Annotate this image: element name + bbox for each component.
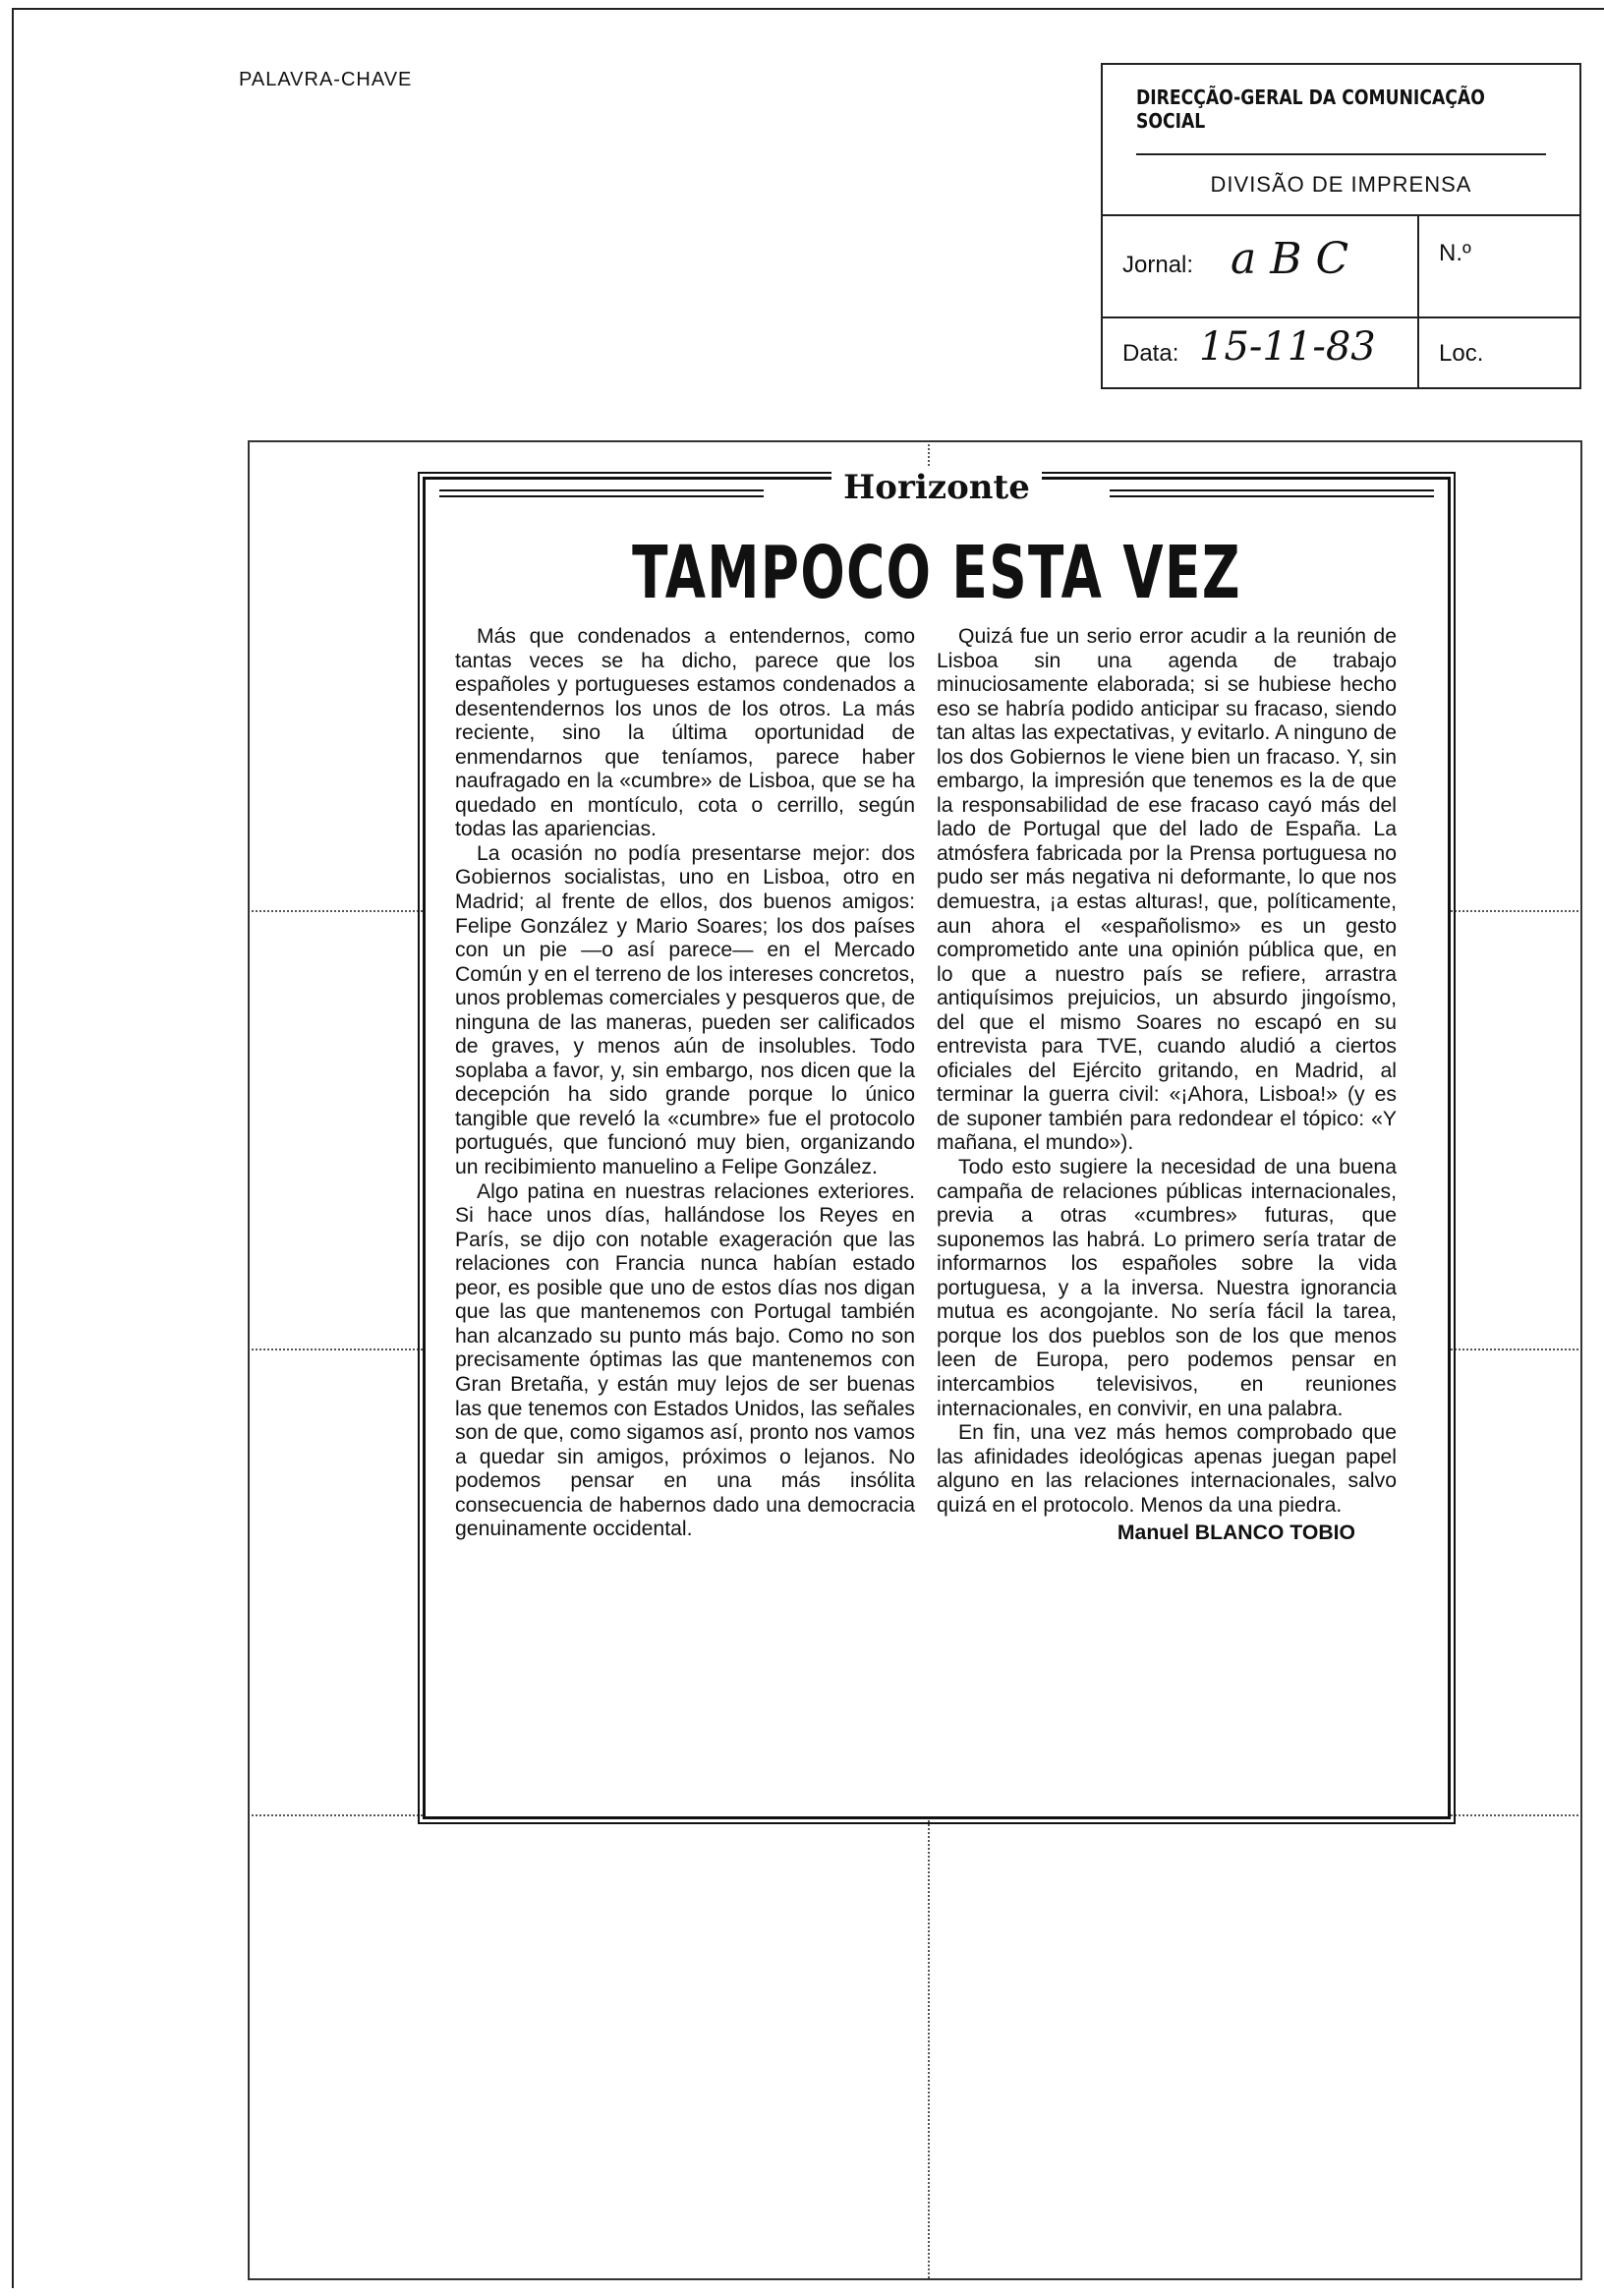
jornal-value: a B C xyxy=(1231,234,1349,284)
section-title: Horizonte xyxy=(426,468,1448,507)
paragraph: En fin, una vez más hemos comprobado que las afinidades ideológicas apenas juegan papel alguno en las relaciones internacionales, salvo quizá en el protocolo. Menos da una piedra. xyxy=(937,1421,1397,1517)
press-office-stamp xyxy=(1101,63,1581,389)
stamp-jornal-row xyxy=(1103,216,1579,318)
article-column-left xyxy=(455,625,915,1542)
date-label: Data: xyxy=(1122,340,1179,367)
stamp-division: DIVISÃO DE IMPRENSA xyxy=(1103,155,1579,216)
jornal-label: Jornal: xyxy=(1122,252,1194,278)
numero-label: N.º xyxy=(1439,240,1471,266)
paragraph: Todo esto sugiere la necesidad de una buena campaña de relaciones públicas internacionales, previa a otras «cumbres» futuras, que suponemos las habrá. Lo primero sería tratar de informarnos los españoles sobre la vida portuguesa, y a la inversa. Nuestra ignorancia mutua es acongojante. No sería fácil la tarea, porque los dos pueblos son de los que menos leen de Europa, pero podemos pensar en intercambios televisivos, en reuniones internacionales, en convivir, en una palabra. xyxy=(937,1156,1397,1420)
article-column-right xyxy=(937,625,1397,1546)
paragraph: La ocasión no podía presentarse mejor: dos Gobiernos socialistas, uno en Lisboa, otro en Madrid; al frente de ellos, dos buenos amigos: Felipe González y Mario Soares; los dos países con un pie —o así parece— en el Mercado Común y en el terreno de los intereses concretos, unos problemas comerciales y pesqueros que, de ninguna de las maneras, pueden ser calificados de graves, y menos aún de insolubles. Todo soplaba a favor, y, sin embargo, nos dicen que la decepción ha sido grande porque lo único tangible que reveló la «cumbre» fue el protocolo portugués, que funcionó muy bien, organizando un recibimiento manuelino a Felipe González. xyxy=(455,841,915,1179)
date-value: 15-11-83 xyxy=(1199,324,1376,370)
stamp-divider xyxy=(1417,216,1419,316)
keyword-label: PALAVRA-CHAVE xyxy=(239,69,413,90)
newspaper-article xyxy=(423,468,1451,1819)
loc-label: Loc. xyxy=(1439,340,1484,367)
stamp-org: DIRECÇÃO-GERAL DA COMUNICAÇÃO SOCIAL xyxy=(1136,65,1546,155)
headline: TAMPOCO ESTA VEZ xyxy=(632,531,1241,615)
paragraph: Más que condenados a entendernos, como tantas veces se ha dicho, parece que los españoles y portugueses estamos condenados a desentendernos los unos de los otros. La más reciente, sino la última oportunidad de enmendarnos que teníamos, parece haber naufragado en la «cumbre» de Lisboa, que se ha quedado en montículo, cota o cerrillo, según todas las apariencias. xyxy=(455,625,915,841)
stamp-date-row xyxy=(1103,318,1579,389)
author-signature: Manuel BLANCO TOBIO xyxy=(1117,1521,1355,1545)
paragraph: Algo patina en nuestras relaciones exteriores. Si hace unos días, hallándose los Reyes en París, se dijo con notable exageración que las relaciones con Francia nunca habían estado peor, es posible que uno de estos días nos digan que las que mantenemos con Portugal también han alcanzado su punto más bajo. Como no son precisamente óptimas las que mantenemos con Gran Bretaña, y están muy lejos de ser buenas las que tenemos con Estados Unidos, las señales son de que, como sigamos así, pronto nos vamos a quedar sin amigos, próximos o lejanos. No podemos pensar en una más insólita consecuencia de habernos dado una democracia genuinamente occidental. xyxy=(455,1179,915,1541)
stamp-divider xyxy=(1417,318,1419,389)
paragraph: Quizá fue un serio error acudir a la reunión de Lisboa sin una agenda de trabajo minuciosamente elaborada; si se hubiese hecho eso se habría podido anticipar su fracaso, siendo tan altas las expectativas, y evitarlo. A ninguno de los dos Gobiernos le viene bien un fracaso. Y, sin embargo, la impresión que tenemos es la de que la responsabilidad de ese fracaso cayó más del lado de Portugal que del lado de España. La atmósfera fabricada por la Prensa portuguesa no pudo ser más negativa ni deformante, lo que nos demuestra, ¡a estas alturas!, que, políticamente, aun ahora el «españolismo» es un gesto comprometido ante una opinión pública que, en lo que a nuestro país se refiere, arrastra antiquísimos prejuicios, un absurdo jingoísmo, del que el mismo Soares no escapó en su entrevista para TVE, cuando aludió a ciertos oficiales del Ejército gritando, en Madrid, al terminar la guerra civil: «¡Ahora, Lisboa!» (y es de suponer también para redondear el tópico: «Y mañana, el mundo»). xyxy=(937,625,1397,1155)
